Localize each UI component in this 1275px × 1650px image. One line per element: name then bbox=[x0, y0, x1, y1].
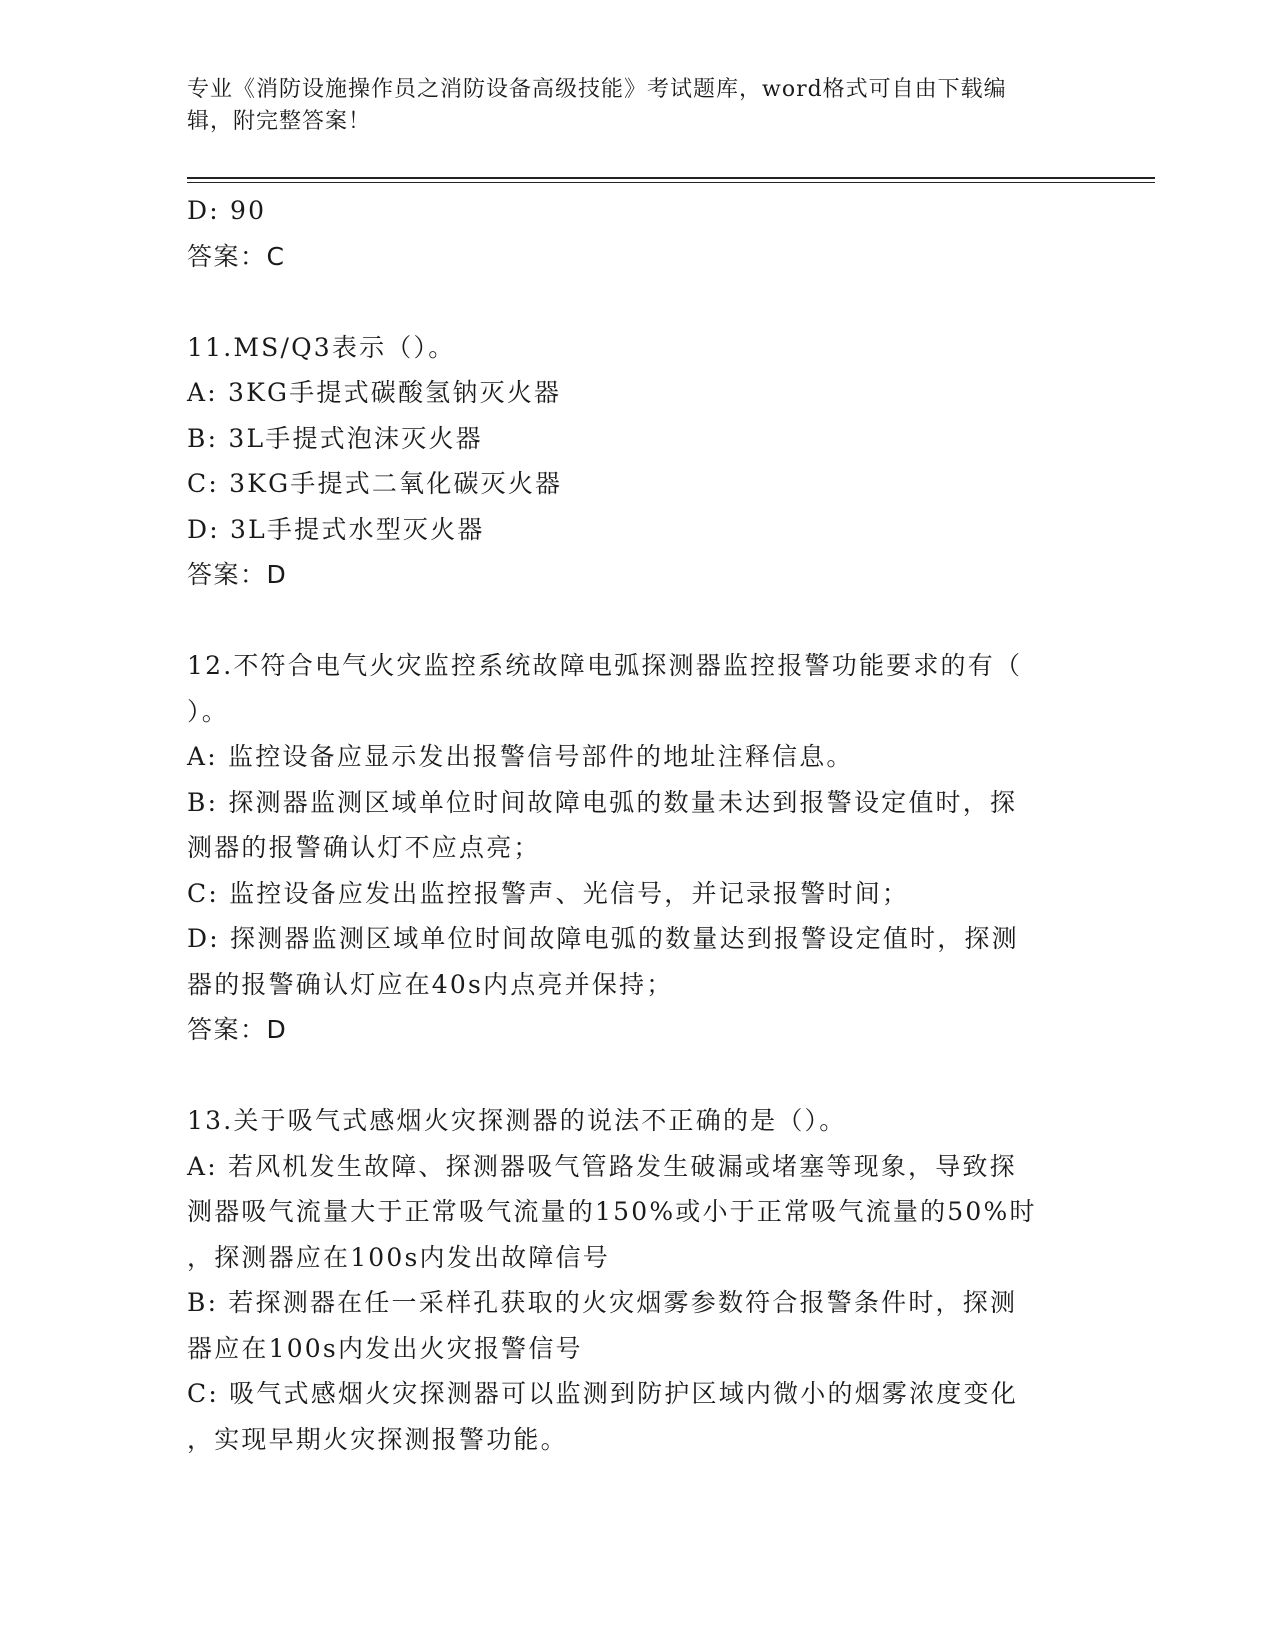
previous-answer: 答案：C bbox=[187, 241, 286, 271]
question-11 bbox=[187, 325, 1087, 598]
question-13-option-a-line-1: A: 若风机发生故障、探测器吸气管路发生破漏或堵塞等现象，导致探 bbox=[187, 1151, 1017, 1181]
header-rule-thin bbox=[187, 182, 1155, 183]
question-13-option-b-line-2: 器应在100s内发出火灾报警信号 bbox=[187, 1333, 583, 1363]
question-11-stem: 11.MS/Q3表示（）。 bbox=[187, 332, 456, 362]
document-header bbox=[187, 74, 1067, 138]
spacer bbox=[187, 279, 1087, 325]
question-12-option-c: C: 监控设备应发出监控报警声、光信号，并记录报警时间； bbox=[187, 878, 910, 908]
question-12-option-b-line-2: 测器的报警确认灯不应点亮； bbox=[187, 833, 541, 862]
header-rule-thick bbox=[187, 177, 1155, 179]
question-12-stem-line-1: 12.不符合电气火灾监控系统故障电弧探测器监控报警功能要求的有（ bbox=[187, 651, 1023, 680]
question-13-stem: 13.关于吸气式感烟火灾探测器的说法不正确的是（）。 bbox=[187, 1106, 847, 1135]
question-content bbox=[187, 188, 1087, 1462]
question-13-option-c-line-2: ，实现早期火灾探测报警功能。 bbox=[187, 1424, 568, 1454]
question-12-option-a: A: 监控设备应显示发出报警信号部件的地址注释信息。 bbox=[187, 742, 854, 771]
question-13-option-b-line-1: B: 若探测器在任一采样孔获取的火灾烟雾参数符合报警条件时，探测 bbox=[187, 1288, 1018, 1317]
question-13-option-a-line-3: ，探测器应在100s内发出故障信号 bbox=[187, 1242, 610, 1272]
question-11-option-a: A: 3KG手提式碳酸氢钠灭火器 bbox=[187, 378, 562, 407]
question-13 bbox=[187, 1098, 1087, 1462]
spacer bbox=[187, 1053, 1087, 1099]
question-12-option-d-line-2: 器的报警确认灯应在40s内点亮并保持； bbox=[187, 969, 674, 999]
question-11-option-b: B: 3L手提式泡沫灭火器 bbox=[187, 423, 483, 453]
spacer bbox=[187, 598, 1087, 644]
question-12 bbox=[187, 643, 1087, 1053]
question-13-option-c-line-1: C: 吸气式感烟火灾探测器可以监测到防护区域内微小的烟雾浓度变化 bbox=[187, 1379, 1018, 1408]
question-11-option-c: C: 3KG手提式二氧化碳灭火器 bbox=[187, 469, 563, 498]
header-line-1: 专业《消防设施操作员之消防设备高级技能》考试题库，word格式可自由下载编 bbox=[187, 77, 1007, 102]
question-11-option-d: D: 3L手提式水型灭火器 bbox=[187, 514, 485, 544]
header-line-2: 辑，附完整答案！ bbox=[187, 109, 372, 134]
question-11-answer: 答案：D bbox=[187, 560, 288, 589]
question-12-stem-line-2: ）。 bbox=[187, 696, 229, 726]
question-12-option-b-line-1: B: 探测器监测区域单位时间故障电弧的数量未达到报警设定值时，探 bbox=[187, 787, 1018, 817]
question-13-option-a-line-2: 测器吸气流量大于正常吸气流量的150%或小于正常吸气流量的50%时 bbox=[187, 1197, 1037, 1226]
question-12-answer: 答案：D bbox=[187, 1015, 288, 1044]
question-12-option-d-line-1: D: 探测器监测区域单位时间故障电弧的数量达到报警设定值时，探测 bbox=[187, 924, 1019, 953]
previous-option-d: D: 90 bbox=[187, 196, 267, 225]
